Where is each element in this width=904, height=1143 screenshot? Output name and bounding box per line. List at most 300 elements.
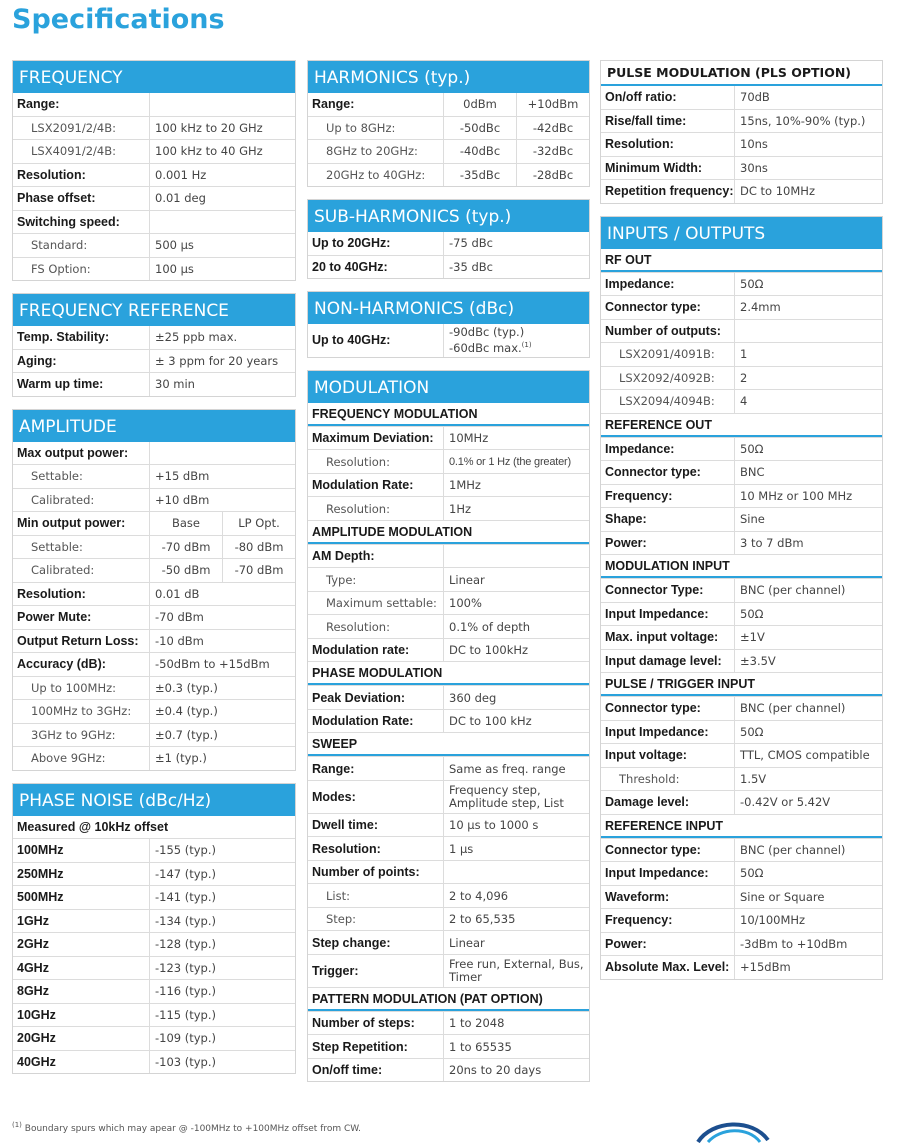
spec-value-a: Base (150, 512, 223, 535)
spec-row-absolute-max-level (601, 955, 882, 979)
spec-row-resolution (601, 132, 882, 156)
spec-row-fs-option (13, 257, 295, 281)
spec-value: 0.1% of depth (449, 619, 531, 634)
sub-harmonics-section (307, 199, 590, 279)
spec-label: Trigger: (308, 955, 444, 987)
spec-value: 500 µs (155, 238, 194, 253)
pm-subheader: PHASE MODULATION (308, 661, 589, 685)
spec-row-input-voltage (601, 743, 882, 767)
non-harmonics-label: Up to 40GHz: (308, 324, 444, 357)
spec-row-repetition-frequency (601, 179, 882, 203)
spec-value: BNC (per channel) (740, 701, 846, 716)
spec-label: List: (308, 884, 444, 907)
spec-label: Maximum Deviation: (308, 427, 444, 450)
spec-value: ±1V (740, 630, 765, 645)
spec-value: 0.001 Hz (155, 167, 207, 182)
spec-value: -0.42V or 5.42V (740, 795, 831, 810)
rows-rows (13, 93, 295, 280)
spec-value: 10MHz (449, 431, 489, 446)
page-title: Specifications (12, 4, 225, 35)
spec-row-modulation-rate (308, 638, 589, 662)
rows-rows (13, 326, 295, 396)
spec-label: 8GHz to 20GHz: (308, 140, 444, 163)
spec-value: 100% (449, 596, 482, 611)
spec-row-am-depth (308, 544, 589, 568)
spec-row-minimum-width (601, 156, 882, 180)
spec-value: 3 to 7 dBm (740, 535, 804, 550)
spec-row-output-return-loss (13, 629, 295, 653)
spec-label: Number of points: (308, 861, 444, 884)
spec-label: Frequency: (601, 909, 735, 932)
spec-value: 2 to 4,096 (449, 888, 509, 903)
spec-value: 10/100MHz (740, 913, 806, 928)
spec-label: Threshold: (601, 768, 735, 791)
spec-label: Connector Type: (601, 579, 735, 602)
inputs-outputs-header: INPUTS / OUTPUTS (601, 217, 882, 249)
spec-value-a: -50dBc (444, 117, 517, 140)
spec-label: Switching speed: (13, 211, 150, 234)
spec-label: Resolution: (13, 164, 150, 187)
spec-row-connector-type (601, 460, 882, 484)
spec-value: Free run, External, Bus, Timer (449, 956, 584, 984)
non-harmonics-header: NON-HARMONICS (dBc) (308, 292, 589, 324)
spec-value: 1.5V (740, 771, 767, 786)
spec-row-settable (13, 464, 295, 488)
spec-row-phase-offset (13, 186, 295, 210)
spec-label: Peak Deviation: (308, 686, 444, 709)
non-harmonics-value (444, 324, 589, 357)
reference-out-subheader: REFERENCE OUT (601, 413, 882, 437)
spec-label: Resolution: (308, 615, 444, 638)
spec-value: BNC (per channel) (740, 583, 846, 598)
spec-row-frequency (601, 484, 882, 508)
spec-label: Standard: (13, 234, 150, 257)
spec-row-shape (601, 507, 882, 531)
spec-value: 30 min (155, 377, 195, 392)
ref-out-rows (601, 437, 882, 555)
spec-row-settable (13, 535, 295, 559)
spec-row-resolution (13, 163, 295, 187)
spec-label: Input voltage: (601, 744, 735, 767)
spec-value: -141 (typ.) (155, 890, 216, 905)
spec-value: Sine (740, 512, 765, 527)
harmonics-section (307, 60, 590, 187)
spec-label: Modulation Rate: (308, 710, 444, 733)
spec-label: Modulation rate: (308, 639, 444, 662)
spec-value: -115 (typ.) (155, 1007, 216, 1022)
spec-row-number-of-steps (308, 1011, 589, 1035)
spec-label: Accuracy (dB): (13, 653, 150, 676)
spec-label: Range: (13, 93, 150, 116)
spec-label: Up to 100MHz: (13, 677, 150, 700)
spec-label: Number of outputs: (601, 320, 735, 343)
spec-value: ±0.4 (typ.) (155, 704, 218, 719)
spec-value: -35 dBc (449, 259, 493, 274)
spec-label: AM Depth: (308, 545, 444, 568)
spec-value: +15dBm (740, 960, 791, 975)
spec-row-connector-type (601, 578, 882, 602)
spec-label: Resolution: (601, 133, 735, 156)
spec-value: -50dBm to +15dBm (155, 657, 270, 672)
amplitude-section (12, 409, 296, 771)
pulse-in-rows (601, 696, 882, 814)
spec-label: 100MHz (13, 839, 150, 862)
spec-label: 20GHz (13, 1027, 150, 1050)
spec-row-3ghz-to-9ghz (13, 723, 295, 747)
spec-row-20-to-40ghz (308, 255, 589, 279)
spec-row-lsx2092-4092b (601, 366, 882, 390)
spec-label: Power Mute: (13, 606, 150, 629)
spec-row-4ghz (13, 956, 295, 980)
spec-label: Dwell time: (308, 814, 444, 837)
spec-row-connector-type (601, 838, 882, 862)
spec-label: Resolution: (308, 450, 444, 473)
pat-subheader: PATTERN MODULATION (PAT OPTION) (308, 987, 589, 1011)
spec-row-lsx4091-2-4b (13, 139, 295, 163)
spec-value: -109 (typ.) (155, 1031, 216, 1046)
spec-row-power-mute (13, 605, 295, 629)
spec-label: Input damage level: (601, 650, 735, 673)
spec-row-100mhz (13, 838, 295, 862)
spec-value-a: -35dBc (444, 164, 517, 187)
rows-rows (13, 442, 295, 770)
spec-label: Waveform: (601, 886, 735, 909)
spec-value: 70dB (740, 90, 770, 105)
spec-value: TTL, CMOS compatible (740, 748, 870, 763)
spec-value: 1MHz (449, 478, 481, 493)
spec-label: Modulation Rate: (308, 474, 444, 497)
column-2 (307, 60, 590, 1094)
spec-value (444, 545, 589, 568)
phase-noise-measured-row (13, 816, 295, 839)
spec-row-20ghz (13, 1026, 295, 1050)
spec-label: Input Impedance: (601, 603, 735, 626)
pulse-modulation-header: PULSE MODULATION (PLS OPTION) (601, 61, 882, 86)
reference-input-subheader: REFERENCE INPUT (601, 814, 882, 838)
spec-value: ±0.7 (typ.) (155, 727, 218, 742)
spec-label: Range: (308, 757, 444, 780)
spec-row-step-repetition (308, 1034, 589, 1058)
spec-row-range (13, 93, 295, 116)
spec-row-aging (13, 349, 295, 373)
spec-label: Output Return Loss: (13, 630, 150, 653)
spec-row-connector-type (601, 696, 882, 720)
non-harmonics-max: -60dBc max.$^{(1)}$ (449, 340, 532, 355)
spec-value: 50Ω (740, 866, 764, 881)
spec-row-500mhz (13, 885, 295, 909)
spec-label: Frequency: (601, 485, 735, 508)
spec-value-a: -40dBc (444, 140, 517, 163)
spec-row-250mhz (13, 862, 295, 886)
spec-row-on-off-time (308, 1058, 589, 1082)
spec-row-up-to-20ghz (308, 232, 589, 255)
spec-row-accuracy-db (13, 652, 295, 676)
spec-value (735, 320, 882, 343)
spec-value: -70 dBm (155, 610, 204, 625)
spec-value-b: +10dBm (527, 97, 579, 112)
spec-row-resolution (308, 496, 589, 520)
spec-row-impedance (601, 272, 882, 296)
spec-label: Number of steps: (308, 1012, 444, 1035)
spec-value: -75 dBc (449, 236, 493, 251)
spec-value: 0.01 deg (155, 191, 206, 206)
spec-label: 20 to 40GHz: (308, 256, 444, 279)
spec-value: ±25 ppb max. (155, 330, 238, 345)
spec-row-modulation-rate (308, 473, 589, 497)
spec-label: LSX2094/4094B: (601, 390, 735, 413)
pm-rows (308, 685, 589, 732)
spec-row-maximum-settable (308, 591, 589, 615)
spec-label: LSX2092/4092B: (601, 367, 735, 390)
mod-in-rows (601, 578, 882, 672)
spec-label: Max output power: (13, 442, 150, 465)
non-harmonics-typ: -90dBc (typ.) (449, 325, 525, 339)
rf-out-subheader: RF OUT (601, 249, 882, 272)
spec-value-b: -42dBc (532, 120, 574, 135)
spec-row-range (308, 756, 589, 780)
spec-label: LSX2091/2/4B: (13, 117, 150, 140)
spec-value: -128 (typ.) (155, 937, 216, 952)
spec-value: +10 dBm (155, 492, 210, 507)
inputs-outputs-section (600, 216, 883, 980)
spec-row-calibrated (13, 558, 295, 582)
spec-label: Min output power: (13, 512, 150, 535)
spec-value: 50Ω (740, 724, 764, 739)
spec-value (150, 93, 295, 116)
spec-value: 0.01 dB (155, 586, 200, 601)
spec-label: Settable: (13, 536, 150, 559)
spec-value: 1 (740, 347, 748, 362)
spec-value-a: 0dBm (444, 93, 517, 116)
sweep-subheader: SWEEP (308, 732, 589, 756)
spec-value: Linear (449, 935, 485, 950)
spec-row-input-impedance (601, 602, 882, 626)
spec-value: BNC (per channel) (740, 842, 846, 857)
spec-row-input-damage-level (601, 649, 882, 673)
spec-value: Same as freq. range (449, 761, 566, 776)
spec-label: Up to 8GHz: (308, 117, 444, 140)
spec-row-100mhz-to-3ghz (13, 699, 295, 723)
spec-value: DC to 100 kHz (449, 714, 532, 729)
spec-row-modes (308, 780, 589, 813)
spec-row-list (308, 883, 589, 907)
spec-row-step-change (308, 930, 589, 954)
spec-value: -123 (typ.) (155, 960, 216, 975)
frequency-section (12, 60, 296, 281)
spec-value: -103 (typ.) (155, 1054, 216, 1069)
rows-rows (13, 838, 295, 1073)
spec-label: 100MHz to 3GHz: (13, 700, 150, 723)
spec-value: 20ns to 20 days (449, 1063, 542, 1078)
rows-rows (308, 232, 589, 278)
am-subheader: AMPLITUDE MODULATION (308, 520, 589, 544)
spec-value-b: -28dBc (532, 167, 574, 182)
spec-row-8ghz-to-20ghz (308, 139, 589, 163)
spec-label: 500MHz (13, 886, 150, 909)
sweep-rows (308, 756, 589, 987)
spec-row-resolution (308, 449, 589, 473)
spec-row-warm-up-time (13, 372, 295, 396)
spec-label: Calibrated: (13, 489, 150, 512)
sub-harmonics-header: SUB-HARMONICS (typ.) (308, 200, 589, 232)
spec-row-type (308, 567, 589, 591)
non-harmonics-section (307, 291, 590, 358)
spec-row-number-of-points (308, 860, 589, 884)
spec-row-1ghz (13, 909, 295, 933)
spec-row-range (308, 93, 589, 116)
spec-label: Phase offset: (13, 187, 150, 210)
spec-label: FS Option: (13, 258, 150, 281)
spec-row-rise-fall-time (601, 109, 882, 133)
spec-value: -10 dBm (155, 633, 204, 648)
spec-label: 1GHz (13, 910, 150, 933)
spec-value: 4 (740, 394, 748, 409)
harmonics-header: HARMONICS (typ.) (308, 61, 589, 93)
ref-in-rows (601, 838, 882, 979)
phase-noise-header: PHASE NOISE (dBc/Hz) (13, 784, 295, 816)
spec-label: Max. input voltage: (601, 626, 735, 649)
spec-row-modulation-rate (308, 709, 589, 733)
spec-value: -134 (typ.) (155, 913, 216, 928)
spec-row-frequency (601, 908, 882, 932)
spec-label: 10GHz (13, 1004, 150, 1027)
spec-value: BNC (740, 465, 765, 480)
spec-value-b: -32dBc (532, 144, 574, 159)
spec-row-waveform (601, 885, 882, 909)
spec-value-a: -70 dBm (150, 536, 223, 559)
modulation-header: MODULATION (308, 371, 589, 403)
modulation-input-subheader: MODULATION INPUT (601, 554, 882, 578)
spec-row-resolution (308, 614, 589, 638)
spec-label: Impedance: (601, 438, 735, 461)
spec-row-temp-stability (13, 326, 295, 349)
spec-label: Resolution: (308, 497, 444, 520)
spec-value: -3dBm to +10dBm (740, 936, 848, 951)
footnote-text: Boundary spurs which may apear @ -100MHz to +100MHz offset from CW. (21, 1124, 362, 1134)
spec-row-step (308, 907, 589, 931)
spec-row-dwell-time (308, 813, 589, 837)
spec-label: Absolute Max. Level: (601, 956, 735, 979)
spec-row-2ghz (13, 932, 295, 956)
frequency-header: FREQUENCY (13, 61, 295, 93)
spec-label: Maximum settable: (308, 592, 444, 615)
spec-label: Up to 20GHz: (308, 232, 444, 255)
spec-label: Connector type: (601, 296, 735, 319)
spec-label: Modes: (308, 781, 444, 813)
rows-rows (308, 93, 589, 186)
spec-row-input-impedance (601, 861, 882, 885)
spec-value: -116 (typ.) (155, 984, 216, 999)
frequency-reference-header: FREQUENCY REFERENCE (13, 294, 295, 326)
spec-row-max-input-voltage (601, 625, 882, 649)
amplitude-header: AMPLITUDE (13, 410, 295, 442)
spec-label: Connector type: (601, 461, 735, 484)
spec-label: Aging: (13, 350, 150, 373)
spec-value: +15 dBm (155, 469, 210, 484)
spec-label: Input Impedance: (601, 862, 735, 885)
spec-label: Shape: (601, 508, 735, 531)
spec-row-lsx2094-4094b (601, 389, 882, 413)
column-1 (12, 60, 296, 1086)
spec-label: Connector type: (601, 697, 735, 720)
spec-value: 10ns (740, 137, 768, 152)
spec-label: Resolution: (13, 583, 150, 606)
spec-value: 0.1% or 1 Hz (the greater) (449, 455, 571, 468)
spec-row-max-output-power (13, 442, 295, 465)
spec-value: 100 kHz to 20 GHz (155, 120, 263, 135)
spec-row-power (601, 932, 882, 956)
spec-value: 2 (740, 370, 748, 385)
footnote-marker: (1) (521, 341, 532, 349)
spec-row-20ghz-to-40ghz (308, 163, 589, 187)
spec-label: LSX4091/2/4B: (13, 140, 150, 163)
spec-row-peak-deviation (308, 685, 589, 709)
spec-value: 1 to 2048 (449, 1016, 505, 1031)
spec-value: ±0.3 (typ.) (155, 680, 218, 695)
non-harmonics-row (308, 324, 589, 357)
spec-value: 2.4mm (740, 300, 781, 315)
spec-label: Power: (601, 933, 735, 956)
spec-row-maximum-deviation (308, 426, 589, 450)
spec-value: Sine or Square (740, 889, 825, 904)
modulation-section (307, 370, 590, 1083)
spec-value: 10 µs to 1000 s (449, 818, 539, 833)
spec-label: Rise/fall time: (601, 110, 735, 133)
pulse-trigger-input-subheader: PULSE / TRIGGER INPUT (601, 672, 882, 696)
spec-row-threshold (601, 767, 882, 791)
spec-value: 10 MHz or 100 MHz (740, 488, 853, 503)
spec-row-trigger (308, 954, 589, 987)
spec-value: Frequency step, Amplitude step, List (449, 782, 564, 810)
spec-label: Settable: (13, 465, 150, 488)
spec-value: -147 (typ.) (155, 866, 216, 881)
am-rows (308, 544, 589, 662)
spec-row-impedance (601, 437, 882, 461)
spec-value: 100 µs (155, 261, 194, 276)
spec-label: Connector type: (601, 839, 735, 862)
phase-noise-measured-label: Measured @ 10kHz offset (17, 819, 169, 834)
spec-row-above-9ghz (13, 746, 295, 770)
spec-label: Temp. Stability: (13, 326, 150, 349)
spec-value: 2 to 65,535 (449, 912, 516, 927)
spec-label: Above 9GHz: (13, 747, 150, 770)
spec-value: ± 3 ppm for 20 years (155, 353, 279, 368)
spec-value: ±1 (typ.) (155, 751, 207, 766)
spec-row-connector-type (601, 295, 882, 319)
fm-rows (308, 426, 589, 520)
rf-rows (601, 272, 882, 413)
spec-value: 1 to 65535 (449, 1039, 512, 1054)
spec-value-a: -50 dBm (150, 559, 223, 582)
spec-row-input-impedance (601, 720, 882, 744)
spec-value: 1Hz (449, 501, 472, 516)
spec-label: 4GHz (13, 957, 150, 980)
frequency-reference-section (12, 293, 296, 397)
spec-label: On/off ratio: (601, 86, 735, 109)
spec-label: Step change: (308, 931, 444, 954)
spec-value: 30ns (740, 160, 768, 175)
spec-row-resolution (13, 582, 295, 606)
spec-label: 8GHz (13, 980, 150, 1003)
spec-row-up-to-100mhz (13, 676, 295, 700)
spec-value-b: LP Opt. (238, 516, 280, 531)
spec-row-calibrated (13, 488, 295, 512)
spec-value: 360 deg (449, 690, 497, 705)
spec-value: 15ns, 10%-90% (typ.) (740, 113, 866, 128)
fm-subheader: FREQUENCY MODULATION (308, 403, 589, 426)
spec-label: Calibrated: (13, 559, 150, 582)
spec-row-resolution (308, 836, 589, 860)
